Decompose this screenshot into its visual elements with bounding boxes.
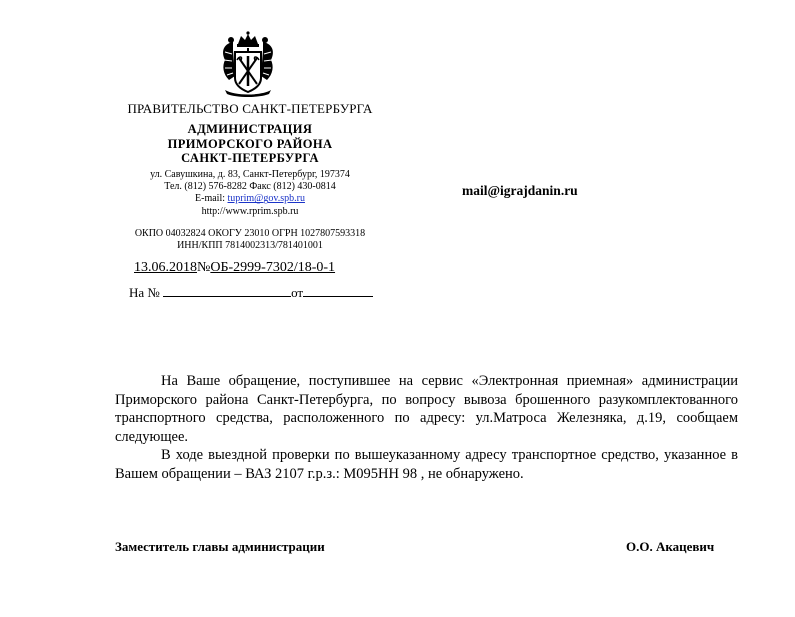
government-title: ПРАВИТЕЛЬСТВО САНКТ-ПЕТЕРБУРГА bbox=[127, 101, 373, 116]
reference-date-blank bbox=[303, 285, 373, 297]
reference-prefix: На № bbox=[129, 285, 160, 300]
email-link[interactable]: tuprim@gov.spb.ru bbox=[227, 193, 305, 205]
address-line: ул. Савушкина, д. 83, Санкт-Петербург, 197374 bbox=[150, 169, 350, 180]
signatory-title: Заместитель главы администрации bbox=[115, 539, 325, 554]
codes-line-1: ОКПО 04032824 ОКОГУ 23010 ОГРН 1027807593318 bbox=[134, 228, 366, 239]
email-label: E-mail: bbox=[195, 193, 228, 205]
body-paragraph-2: В ходе выездной проверки по вышеуказанному адресу транспортное средство, указанное в Вашем обращении – ВАЗ 2107 г.р.з.: М095НН 98 , не обнаружено. bbox=[115, 447, 738, 482]
registration-date: 13.06.2018 bbox=[134, 260, 197, 275]
admin-line-3: САНКТ-ПЕТЕРБУРГА bbox=[181, 151, 319, 165]
outgoing-registration bbox=[134, 260, 335, 276]
body-paragraph-1: На Ваше обращение, поступившее на сервис «Электронная приемная» администрации Приморского района Санкт-Петербурга, по вопросу вывоза брошенного разукомплектованного транспортного средства, расположенного по адресу: ул.Матроса Железняка, д.19, сообщаем следующее. bbox=[115, 373, 738, 445]
signatory-name: О.О. Акацевич bbox=[626, 539, 715, 554]
phone-line: Тел. (812) 576-8282 Факс (812) 430-0814 bbox=[164, 181, 336, 193]
codes-line-2: ИНН/КПП 7814002313/781401001 bbox=[177, 240, 323, 251]
spb-coat-of-arms-icon bbox=[213, 30, 283, 100]
admin-line-2: ПРИМОРСКОГО РАЙОНА bbox=[167, 136, 333, 151]
incoming-reference bbox=[129, 285, 373, 301]
registration-codes bbox=[100, 228, 400, 252]
number-sign: № bbox=[197, 260, 211, 275]
recipient-address: mail@igrajdanin.ru bbox=[462, 183, 578, 198]
administration-name bbox=[120, 122, 380, 166]
admin-line-1: АДМИНИСТРАЦИЯ bbox=[187, 122, 313, 136]
registration-number: ОБ-2999-7302/18-0-1 bbox=[210, 260, 336, 275]
reference-number-blank bbox=[163, 285, 291, 297]
email-line bbox=[100, 193, 400, 205]
contact-block bbox=[100, 169, 400, 218]
letter-body bbox=[115, 372, 738, 483]
website-line[interactable]: http://www.rprim.spb.ru bbox=[201, 205, 299, 217]
reference-from-label: от bbox=[291, 285, 304, 300]
